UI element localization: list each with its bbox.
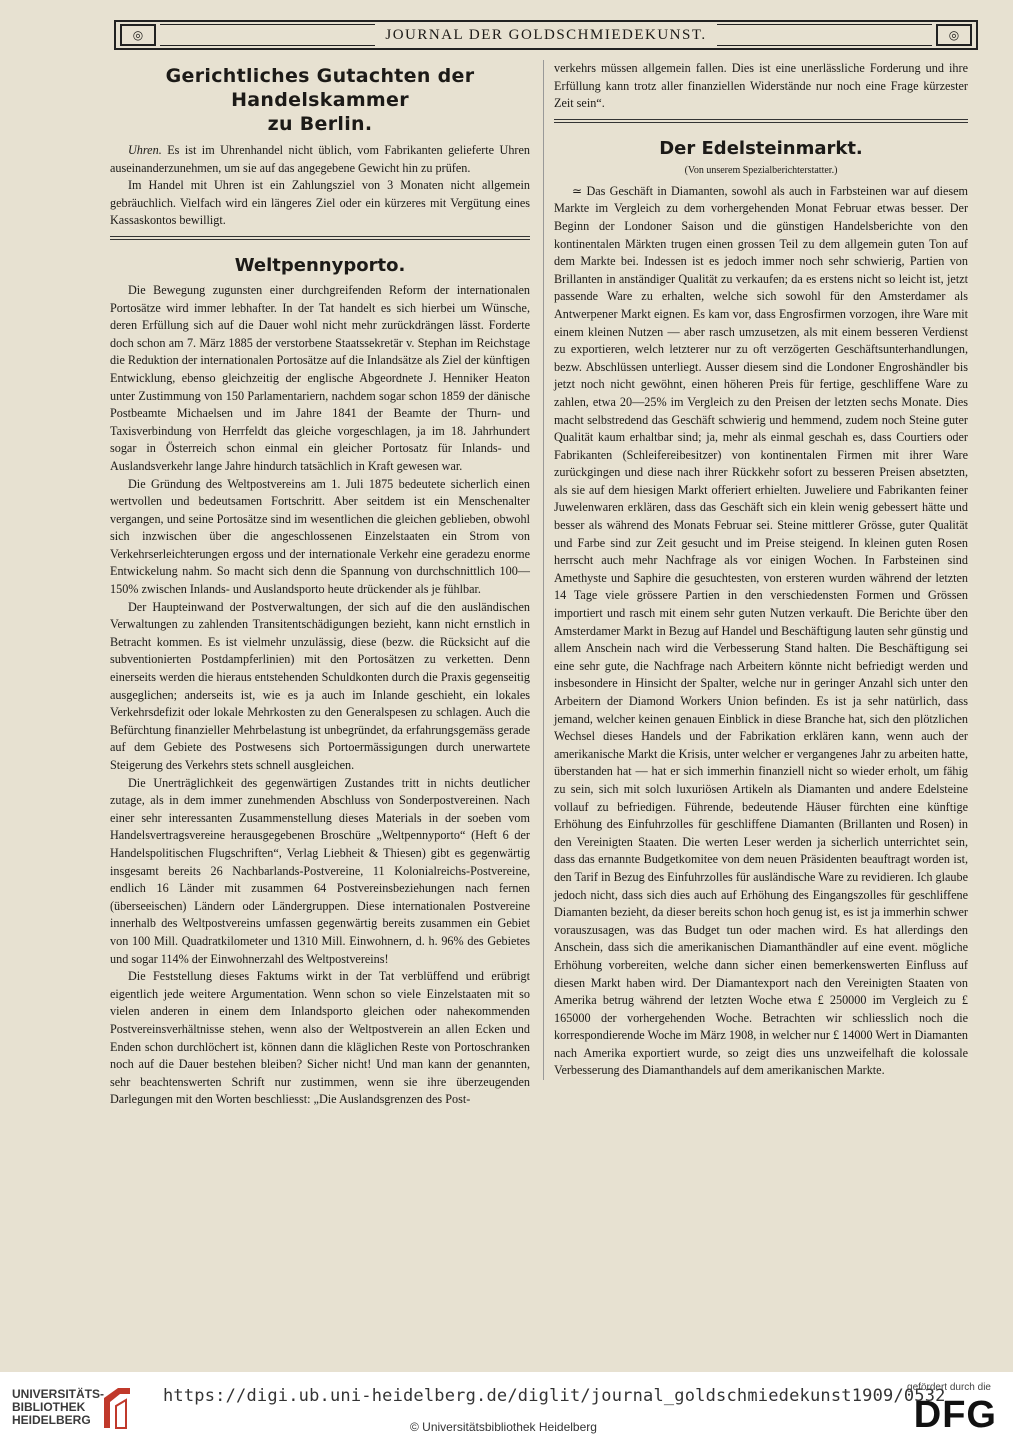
- paragraph-text: Es ist im Uhrenhandel nicht üblich, vom Fabrikanten gelieferte Uhren auseinanderzunehmen, um sie auf das angegebene Gewicht hin zu prüfen.: [110, 143, 530, 175]
- paragraph: Die Gründung des Weltpostvereins am 1. Juli 1875 bedeutete sicherlich einen wertvollen und bedeutsamen Fortschritt. Aber seitdem ist ein Menschenalter vergangen, und seine Portosätze sind im wesentlichen die gleichen geblieben, obwohl sich inzwischen über die angeschlossenen Einzelstaaten ein Strom von Verkehrserleichterungen ergoss und der internationale Verkehr eine geradezu enorme Entwickelung nahm. So macht sich denn die Spannung von durchschnittlich 100—150% zwischen Inlands- und Auslandsporto heute drückender als je fühlbar.: [110, 476, 530, 597]
- article-title-edelsteinmarkt: Der Edelsteinmarkt.: [659, 137, 863, 159]
- paragraph: ≃ Das Geschäft in Diamanten, sowohl als auch in Farbsteinen war auf diesem Markte im Vergleich zu dem vorhergehenden Monat Februar etwas besser. Der Beginn der Londoner Saison und die günstigen Handelsberichte von den kontinentalen Märkten trugen einen grossen Teil zu dem allgemein guten Ton auf dem Markte bei. Indessen ist es jedoch immer noch sehr schwierig, Partien von Brillanten in anständiger Qualität zu verkaufen; da es erstens nicht so leicht ist, jetzt passende Ware zu erhalten, welche sich sowohl für den Amsterdamer als Antwerpener Markt eignen. Es kam vor, dass Engrosfirmen vorzogen, ihre Ware mit einem kleinen Nutzen — aber rasch umzusetzen, als mit einem besseren Verdienst zu exportieren, welch letzterer nur zu oft verzögerten Geschäftsunterhandlungen, bezw. Abschlüssen unterliegt. Ausser diesem sind die Londoner Engroshändler bis jetzt noch nicht gewöhnt, einen höheren Preis für fertige, geschliffene Ware zu zahlen, etwa 20—25% im Vergleich zu den Preisen der letzten sechs Monate. Dies macht selbstredend das Geschäft schwierig und hemmend, zudem noch Steine guter Qualität kaum erhaltbar sind; ja, mehr als einmal geschah es, dass Courtiers oder Fabrikanten (Schleifereibesitzer) von kontinentalen Firmen mit ihrer Ware zurückgingen und diese nach ihrer Rückkehr sofort zu besseren Preisen absetzten, als sie auf dem hiesigen Markt offeriert erhielten. Juweliere und Fabrikanten feiner Juwelenwaren erklären, dass das Geschäft sich ein klein wenig gebessert hätte und besser als während des Monats Februar sei. Steine mittlerer Grösse, guter Qualität und Farbe sind zur Zeit gesucht und im Preise steigend. In kleinen guten Rosen herrscht auch mehr Nachfrage als vor einigen Wochen. In Farbsteinen sind Amethyste und Saphire die gesuchtesten, von ersteren wurden während der letzten 14 Tage viele grössere Partien in den verschiedensten Formen und Grössen importiert und rasch mit einem sehr guten Nutzen verkauft. Die Berichte über den Amsterdamer Markt in Bezug auf Handel und Beschäftigung lauten sehr günstig und allem Anschein nach wird die Verbesserung Stand halten. Die Beschäftigung sei eine sehr gute, die Nachfrage nach Arbeitern könnte nicht befriedigt werden und insbesondere in Hinsicht der Spalter, welche nur in geringer Anzahl sich unter den Arbeitern der Diamond Workers Union befinden. Es ist ja sehr natürlich, dass jemand, welcher keinen genauen Einblick in diese Branche hat, sich den plötzlichen Wechsel dieses Handels und der Fabrikation erklären kann, wenn auch der amerikanische Markt die Krisis, unter welcher er vergangenes Jahr zu arbeiten hatte, überstanden hat — hat er sich immerhin finanziell nicht so wieder erholt, um fähig zu sein, sich mit solch luxuriösen Artikeln als Diamanten und andere Edelsteine vollauf zu befriedigen. Führende, bedeutende Häuser fürchten eine künftige Erhöhung des Einfuhrzolles für geschliffene Diamanten (Brillanten und Rosen) in den Vereinigten Staaten. Die werten Leser werden ja sicherlich unterrichtet sein, dass das ernannte Budgetkomitee von dem neuen Präsidenten beauftragt worden ist, den Tarif in Bezug des Einfuhrzolles für ausländische Ware zu revidieren. Ich glaube jedoch nicht, dass sich dies auch auf Erhöhung des Eingangszolles für geschliffene Diamanten bezieht, da dieser bereits schon hoch genug ist, es ist ja immerhin schwer vorauszusagen, was das Budget tun oder machen wird. Es hat allerdings den Anschein, dass sich die amerikanischen Diamanthändler auf eine event. mögliche Erhöhung vorbereiten, welche dann sicher einen bemerkenswerten Einfluss auf diesen Markt haben wird. Der Diamantexport nach den Vereinigten Staaten von Amerika betrug während der letzten Woche etwa £ 250000 im Vergleich zu £ 165000 der vorhergehenden Woche. Betrachten wir schliesslich noch die korrespondierende Woche im März 1908, in welcher nur £ 14000 Wert in Diamanten nach Amerika exportiert wurde, so zeigt dies uns unzweifelhaft die kolossale Verbesserung des Diamanthandels auf dem amerikanischen Markte.: [554, 183, 968, 1078]
- library-name-line-3: HEIDELBERG: [12, 1413, 91, 1427]
- dfg-logo[interactable]: DFG: [913, 1394, 997, 1436]
- paragraph: Die Unerträglichkeit des gegenwärtigen Zustandes tritt in nichts deutlicher zutage, als in dem immer zunehmenden Abschluss von Sonderpostvereinen. Nach einer sehr interessanten Zusammenstellung dieses Materials in der soeben vom Handelsvertragsvereine herausgegebenen Broschüre „Weltpennyporto“ (Heft 6 der Handelspolitischen Flugschriften“, Verlag Liebheit & Thiesen) gibt es gegenwärtig insgesamt bereits 26 Nachbarlands-Postvereine, 11 Kolonialreichs-Postvereine, endlich 16 Länder mit zusammen 64 Postvereinsbeziehungen nach fernen (überseeischen) Ländern oder Ländergruppen. Diese internationalen Postvereine innerhalb des Weltpostvereins umfassen gegenwärtig bereits zusammen ein Gebiet von 100 Mill. Quadratkilometer und 1310 Mill. Einwohnern, d. h. 96% des Gebietes und sogar 114% der Einwohnerzahl des Weltpostvereins!: [110, 775, 530, 966]
- library-logo[interactable]: [12, 1388, 104, 1427]
- title-line-2: zu Berlin.: [267, 113, 373, 135]
- library-name-line-1: UNIVERSITÄTS-: [12, 1387, 105, 1401]
- article-subtitle: (Von unserem Spezialberichterstatter.): [684, 164, 838, 176]
- header-ornament-right: ◎: [936, 24, 972, 46]
- copyright-notice: © Universitätsbibliothek Heidelberg: [410, 1420, 597, 1434]
- article-separator: [554, 119, 968, 123]
- article-title-gutachten: [110, 64, 530, 136]
- paragraph: Die Feststellung dieses Faktums wirkt in der Tat verblüffend und erübrigt eigentlich jede weitere Argumentation. Wenn schon so viele Einzelstaaten mit so vielen anderen in einem dem Inlandsporto gleichen oder naheкommenden Postvereinsverhältnisse stehen, wenn also der Weltpostverein an allen Ecken und Enden schon durchlöchert ist, können dann die kläglichen Reste von Portoschranken noch auf die Dauer bestehen bleiben? Sicher nicht! Und man kann der genannten, sehr beachtenswerten Schrift nur zustimmen, wenn sie ihre überzeugenden Darlegungen mit den Worten beschliesst: „Die Auslandsgrenzen des Post-: [110, 969, 530, 1107]
- right-column: [543, 60, 968, 1080]
- paragraph: Der Haupteinwand der Postverwaltungen, der sich auf die den ausländischen Verwaltungen zu zahlenden Transitentschädigungen bezieht, kann nicht ernstlich in Betracht kommen. Es ist vielmehr unzulässig, diese (bezw. die Rücksicht auf die subventionierten Postdampferlinien) mit den Portosätzen zu verketten. Denn einerseits werden die hieraus entstehenden Schuldkonten durch die Praxis gegenseitig ausgeglichen; anderseits ist, wie es ja auch im Inlande geschieht, ein lokales Verkehrsdefizit oder lokale Mehrkosten zu den Generalspesen zu schlagen. Auch die Befürchtung finanzieller Mehrbelastung ist unbegründet, da erfahrungsgemäss gerade auf dem Gebiete des Postwesens sich Portoermässigungen durch unerwartete Steigerung des Verkehrs stets schnell ausgleichen.: [110, 599, 530, 772]
- left-column: [110, 60, 530, 1109]
- paragraph: Die Bewegung zugunsten einer durchgreifenden Reform der internationalen Portosätze wird immer lebhafter. In der Tat handelt es sich hierbei um Wünsche, deren Erfüllung sich auf die Dauer wohl nicht mehr zurückdrängen lässt. Forderte doch schon am 7. März 1885 der verstorbene Staatssekretär v. Stephan im Reichstage die Reduktion der internationalen Portosätze auf die Inlandsätze als Ziel der künftigen Entwicklung, ebenso gleichzeitig der englische Abgeordnete J. Henniker Heaton unter Zustimmung von 150 Parlamentariern, nachdem sogar schon 1859 der dänische Postbeamte Michaelsen und im Jahre 1841 der Beamte der Thurn- und Taxisverbindung von Herrfeldt das gleiche vorgeschlagen, ja im 18. Jahrhundert sogar in Österreich schon einmal ein gleicher Portosatz für Inlands- und Auslandsverkehr lange Jahre hindurch tatsächlich in Kraft gewesen war.: [110, 282, 530, 473]
- header-ornament-left: ◎: [120, 24, 156, 46]
- document-url[interactable]: https://digi.ub.uni-heidelberg.de/diglit/journal_goldschmiedekunst1909/0532: [163, 1386, 946, 1406]
- title-line-1: Gerichtliches Gutachten der Handelskammer: [165, 65, 475, 111]
- article-title-weltpennyporto: Weltpennyporto.: [234, 254, 406, 276]
- library-mark-icon: [100, 1384, 134, 1430]
- funding-label: gefördert durch die: [907, 1382, 991, 1393]
- paragraph: [110, 142, 530, 177]
- paragraph: Im Handel mit Uhren ist ein Zahlungsziel von 3 Monaten nicht allgemein gebräuchlich. Vielfach wird ein längeres Ziel oder ein kürzeres mit Vergütung eines Kassaskontos bewilligt.: [110, 178, 530, 228]
- header-rule-left: [160, 24, 375, 46]
- journal-title: JOURNAL DER GOLDSCHMIEDEKUNST.: [385, 26, 707, 43]
- library-name-line-2: BIBLIOTHEK: [12, 1400, 86, 1414]
- runin-heading: Uhren.: [128, 143, 162, 157]
- viewer-footer: [0, 1372, 1013, 1446]
- paragraph-continuation: verkehrs müssen allgemein fallen. Dies ist eine unerlässliche Forderung und ihre Erfüllung kann trotz aller finanziellen Widerstände nur noch eine Frage kürzester Zeit sein“.: [554, 61, 968, 111]
- journal-header: [114, 20, 978, 50]
- header-rule-right: [717, 24, 932, 46]
- article-separator: [110, 236, 530, 240]
